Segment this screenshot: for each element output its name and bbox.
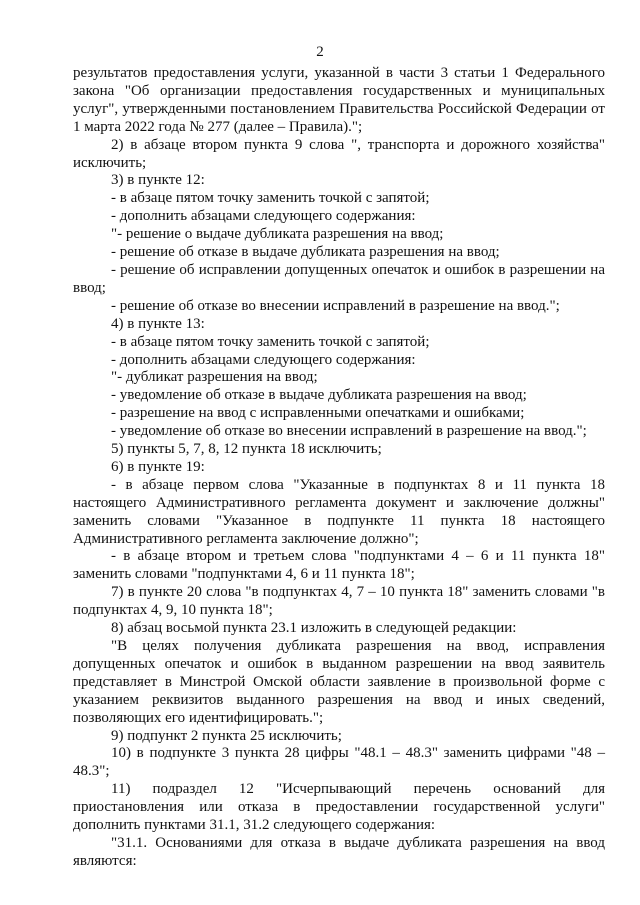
paragraph: 9) подпункт 2 пункта 25 исключить; [111, 727, 342, 744]
paragraph: - дополнить абзацами следующего содержания: [111, 351, 416, 368]
paragraph: "- дубликат разрешения на ввод; [111, 369, 318, 386]
paragraph: - разрешение на ввод с исправленными опечатками и ошибками; [111, 405, 525, 422]
paragraph: - в абзаце первом слова "Указанные в подпунктах 8 и 11 пункта 18 настоящего Административного регламента документ и заключение должны" заменить словами "Указанное в подпункте 11 пункта 18 настоящего Административного регламента заключение должно"; [73, 476, 605, 547]
paragraph: "31.1. Основаниями для отказа в выдаче дубликата разрешения на ввод являются: [73, 834, 605, 869]
paragraph: - в абзаце втором и третьем слова "подпунктами 4 – 6 и 11 пункта 18" заменить словами "подпунктами 4, 6 и 11 пункта 18"; [73, 548, 605, 583]
paragraph: 10) в подпункте 3 пункта 28 цифры "48.1 – 48.3" заменить цифрами "48 – 48.3"; [73, 745, 605, 780]
paragraph: - решение об отказе в выдаче дубликата разрешения на ввод; [111, 244, 500, 261]
paragraph: 8) абзац восьмой пункта 23.1 изложить в следующей редакции: [111, 620, 517, 637]
paragraph: 5) пункты 5, 7, 8, 12 пункта 18 исключить; [111, 441, 382, 458]
paragraph: "- решение о выдаче дубликата разрешения на ввод; [111, 226, 444, 243]
paragraph: 11) подраздел 12 "Исчерпывающий перечень оснований для приостановления или отказа в предоставлении государственной услуги" дополнить пунктами 31.1, 31.2 следующего содержания: [73, 781, 605, 834]
paragraph: 7) в пункте 20 слова "в подпунктах 4, 7 – 10 пункта 18" заменить словами "в подпунктах 4, 9, 10 пункта 18"; [73, 584, 605, 619]
paragraph: 6) в пункте 19: [111, 458, 205, 475]
paragraph: - в абзаце пятом точку заменить точкой с запятой; [111, 190, 430, 207]
paragraph: - дополнить абзацами следующего содержания: [111, 208, 416, 225]
document-body [73, 65, 605, 871]
paragraph: - решение об исправлении допущенных опечаток и ошибок в разрешении на ввод; [73, 261, 605, 296]
paragraph: - в абзаце пятом точку заменить точкой с запятой; [111, 333, 430, 350]
paragraph: - уведомление об отказе во внесении исправлений в разрешение на ввод."; [111, 423, 587, 440]
paragraph: 4) в пункте 13: [111, 315, 205, 332]
paragraph: результатов предоставления услуги, указанной в части 3 статьи 1 Федерального закона "Об организации предоставления государственных и муниципальных услуг", утвержденными постановлением Правительства Российской Федерации от 1 марта 2022 года № 277 (далее – Правила)."; [73, 65, 605, 135]
paragraph: 2) в абзаце втором пункта 9 слова ", транспорта и дорожного хозяйства" исключить; [73, 136, 605, 171]
paragraph: 3) в пункте 12: [111, 172, 205, 189]
paragraph: "В целях получения дубликата разрешения на ввод, исправления допущенных опечаток и ошибок в выданном разрешении на ввод заявитель представляет в Минстрой Омской области заявление в произвольной форме с указанием реквизитов выданного разрешения на ввод и иных сведений, позволяющих его идентифицировать."; [73, 638, 605, 726]
paragraph: - уведомление об отказе в выдаче дубликата разрешения на ввод; [111, 387, 527, 404]
paragraph: - решение об отказе во внесении исправлений в разрешение на ввод."; [111, 297, 560, 314]
page-number: 2 [316, 44, 324, 60]
